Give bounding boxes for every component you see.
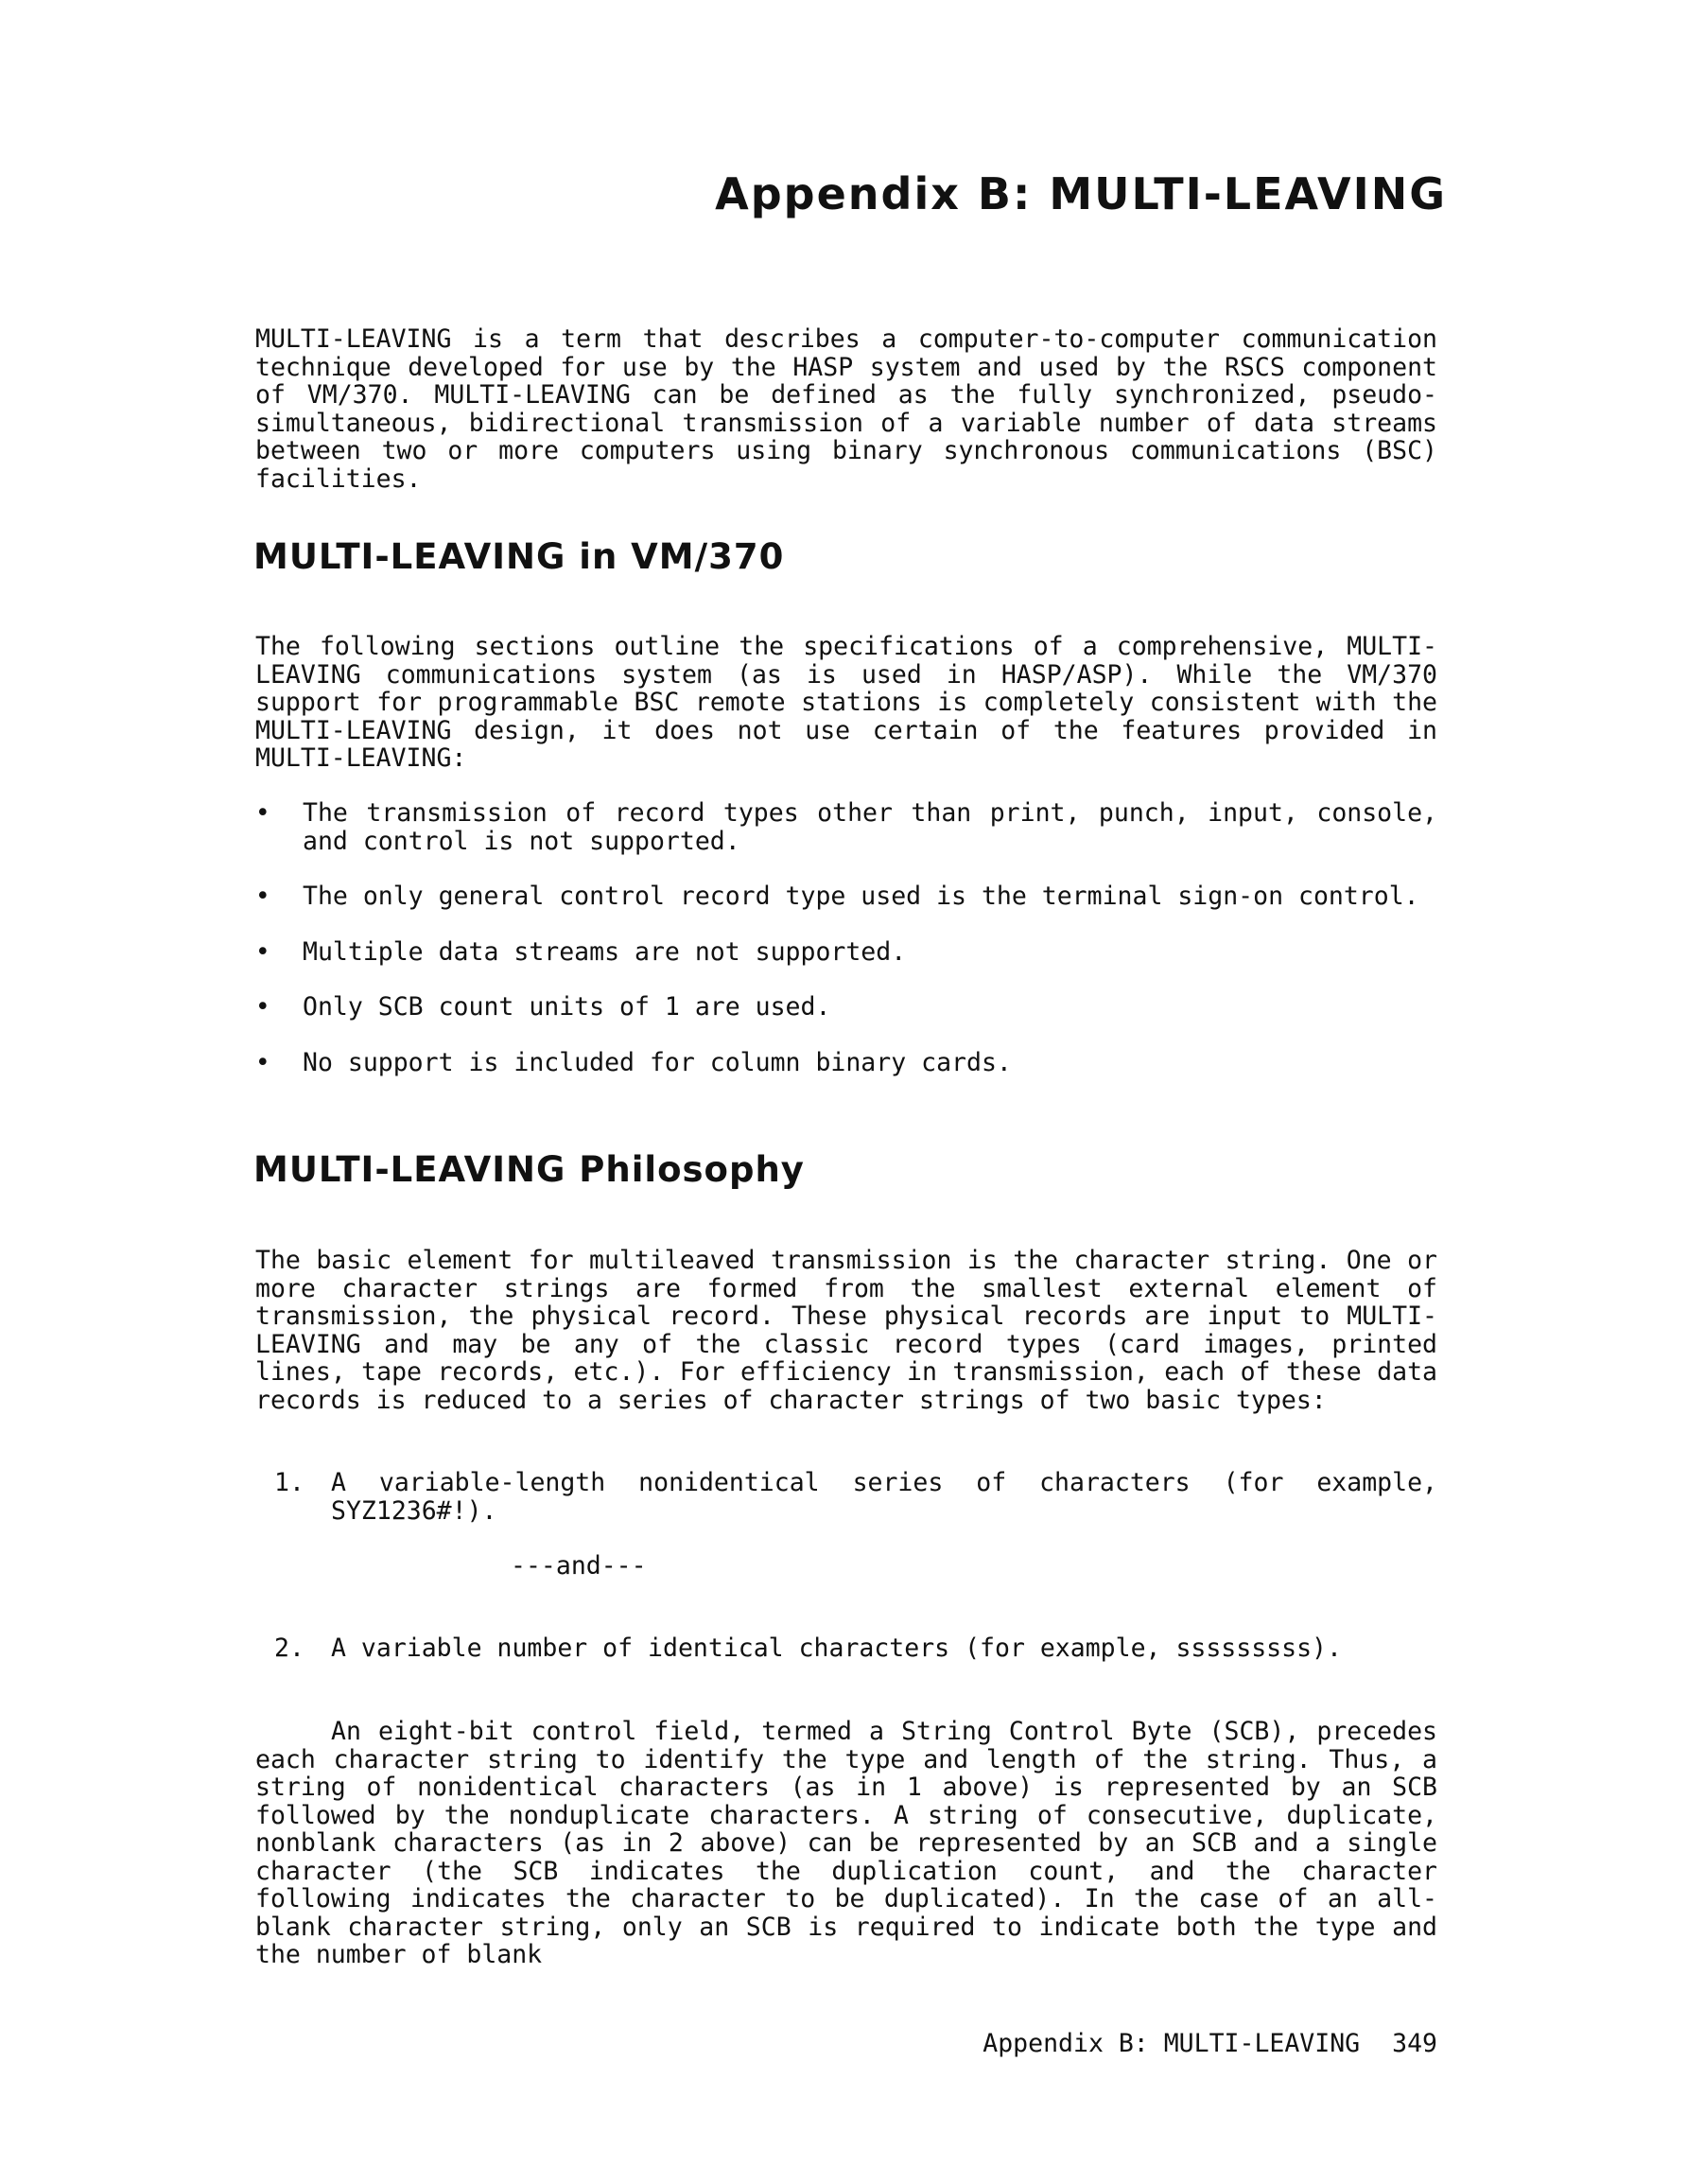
intro-paragraph: MULTI-LEAVING is a term that describes a computer-to-computer communication technique developed for use by the HASP system and used by the RSCS component of VM/370. MULTI-LEAVING can be defined as the fully synchronized, pseudo-simultaneous, bidirectional transmission of a variable number of data streams between two or more computers using binary synchronous communications (BSC) facilities. (255, 324, 1437, 494)
list-item-text: The only general control record type used is the terminal sign-on control. (303, 882, 1419, 911)
footer-running-title: Appendix B: MULTI-LEAVING (983, 2029, 1361, 2058)
bullet-icon: • (255, 936, 270, 967)
unsupported-features-list (255, 799, 1437, 1104)
list-number: 1. (274, 1468, 304, 1497)
string-type-list-1 (274, 1469, 1437, 1525)
list-item-text: The transmission of record types other than print, punch, input, console, and control is not supported. (303, 798, 1437, 856)
bullet-icon: • (255, 1047, 270, 1077)
list-item-text: Only SCB count units of 1 are used. (303, 992, 831, 1022)
philosophy-paragraph: The basic element for multileaved transmission is the character string. One or more character strings are formed from the smallest external element of transmission, the physical record. These physical records are input to MULTI-LEAVING and may be any of the classic record types (card images, printed lines, tape records, etc.). For efficiency in transmission, each of these data records is reduced to a series of character strings of two basic types: (255, 1246, 1437, 1415)
list-item (274, 1469, 1437, 1525)
section-heading-philosophy: MULTI-LEAVING Philosophy (253, 1149, 805, 1190)
scb-paragraph: An eight-bit control field, termed a String Control Byte (SCB), precedes each character string to identify the type and length of the string. Thus, a string of nonidentical characters (as in 1 above) is represented by an SCB followed by the nonduplicate characters. A string of consecutive, duplicate, nonblank characters (as in 2 above) can be represented by an SCB and a single character (the SCB indicates the duplication count, and the character following indicates the character to be duplicated). In the case of an all-blank character string, only an SCB is required to indicate both the type and the number of blank (255, 1717, 1437, 1969)
page-footer (851, 2029, 1437, 2058)
page-number: 349 (1392, 2029, 1437, 2058)
bullet-icon: • (255, 882, 270, 911)
list-item-text: A variable-length nonidentical series of characters (for example, SYZ1236#!). (331, 1468, 1437, 1526)
list-item-text: Multiple data streams are not supported. (303, 936, 907, 967)
list-item (255, 993, 1437, 1022)
list-item (274, 1634, 1437, 1663)
section-heading-vm370: MULTI-LEAVING in VM/370 (253, 536, 785, 577)
list-item (255, 938, 1437, 967)
list-item-text: A variable number of identical characters (for example, sssssssss). (331, 1634, 1342, 1663)
string-type-list-2 (274, 1634, 1437, 1663)
vm370-paragraph: The following sections outline the specifications of a comprehensive, MULTI-LEAVING communications system (as is used in HASP/ASP). While the VM/370 support for programmable BSC remote stations is completely consistent with the MULTI-LEAVING design, it does not use certain of the features provided in MULTI-LEAVING: (255, 632, 1437, 773)
list-item (255, 799, 1437, 855)
page-title: Appendix B: MULTI-LEAVING (715, 168, 1447, 219)
and-separator: ---and--- (511, 1551, 647, 1581)
list-item-text: No support is included for column binary cards. (303, 1047, 1012, 1077)
list-item (255, 882, 1437, 911)
list-item (255, 1049, 1437, 1077)
bullet-icon: • (255, 992, 270, 1022)
list-number: 2. (274, 1634, 304, 1663)
bullet-icon: • (255, 798, 270, 828)
